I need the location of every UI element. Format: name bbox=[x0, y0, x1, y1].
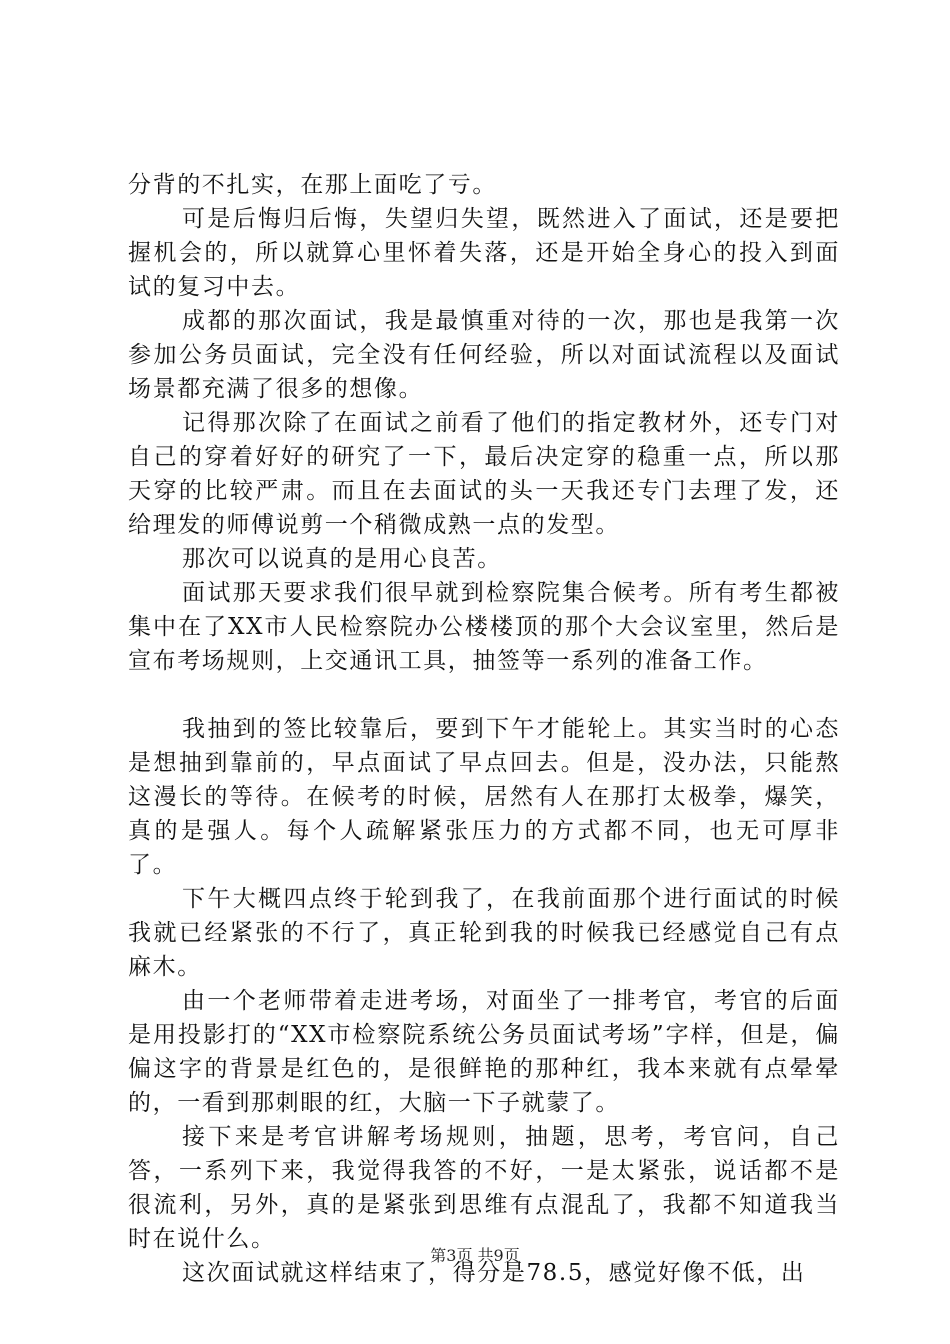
paragraph-4: 记得那次除了在面试之前看了他们的指定教材外，还专门对自己的穿着好好的研究了一下，最后决定穿的稳重一点，所以那天穿的比较严肃。而且在去面试的头一天我还专门去理了发，还给理发的师傅说剪一个稍微成熟一点的发型。 bbox=[128, 410, 840, 538]
body-text bbox=[128, 168, 840, 1290]
paragraph-3: 成都的那次面试，我是最慎重对待的一次，那也是我第一次参加公务员面试，完全没有任何经验，所以对面试流程以及面试场景都充满了很多的想像。 bbox=[128, 308, 840, 402]
paragraph-10: 接下来是考官讲解考场规则，抽题，思考，考官问，自己答，一系列下来，我觉得我答的不好，一是太紧张，说话都不是很流利，另外，真的是紧张到思维有点混乱了，我都不知道我当时在说什么。 bbox=[128, 1124, 840, 1252]
paragraph-6: 面试那天要求我们很早就到检察院集合候考。所有考生都被集中在了XX市人民检察院办公楼楼顶的那个大会议室里，然后是宣布考场规则，上交通讯工具，抽签等一系列的准备工作。 bbox=[128, 580, 840, 674]
paragraph-2: 可是后悔归后悔，失望归失望，既然进入了面试，还是要把握机会的，所以就算心里怀着失落，还是开始全身心的投入到面试的复习中去。 bbox=[128, 206, 840, 300]
paragraph-8: 下午大概四点终于轮到我了，在我前面那个进行面试的时候我就已经紧张的不行了，真正轮到我的时候我已经感觉自己有点麻木。 bbox=[128, 886, 840, 980]
paragraph-11: 这次面试就这样结束了，得分是78.5，感觉好像不低，出 bbox=[182, 1260, 806, 1286]
paragraph-5: 那次可以说真的是用心良苦。 bbox=[182, 546, 502, 572]
paragraph-7: 我抽到的签比较靠后，要到下午才能轮上。其实当时的心态是想抽到靠前的，早点面试了早点回去。但是，没办法，只能熬这漫长的等待。在候考的时候，居然有人在那打太极拳，爆笑，真的是强人。每个人疏解紧张压力的方式都不同，也无可厚非了。 bbox=[128, 716, 840, 878]
page-footer: 第3页 共9页 bbox=[430, 1246, 520, 1265]
paragraph-9: 由一个老师带着走进考场，对面坐了一排考官，考官的后面是用投影打的“XX市检察院系统公务员面试考场”字样，但是，偏偏这字的背景是红色的，是很鲜艳的那种红，我本来就有点晕晕的，一看到那刺眼的红，大脑一下子就蒙了。 bbox=[128, 988, 840, 1116]
paragraph-1: 分背的不扎实，在那上面吃了亏。 bbox=[128, 172, 497, 198]
